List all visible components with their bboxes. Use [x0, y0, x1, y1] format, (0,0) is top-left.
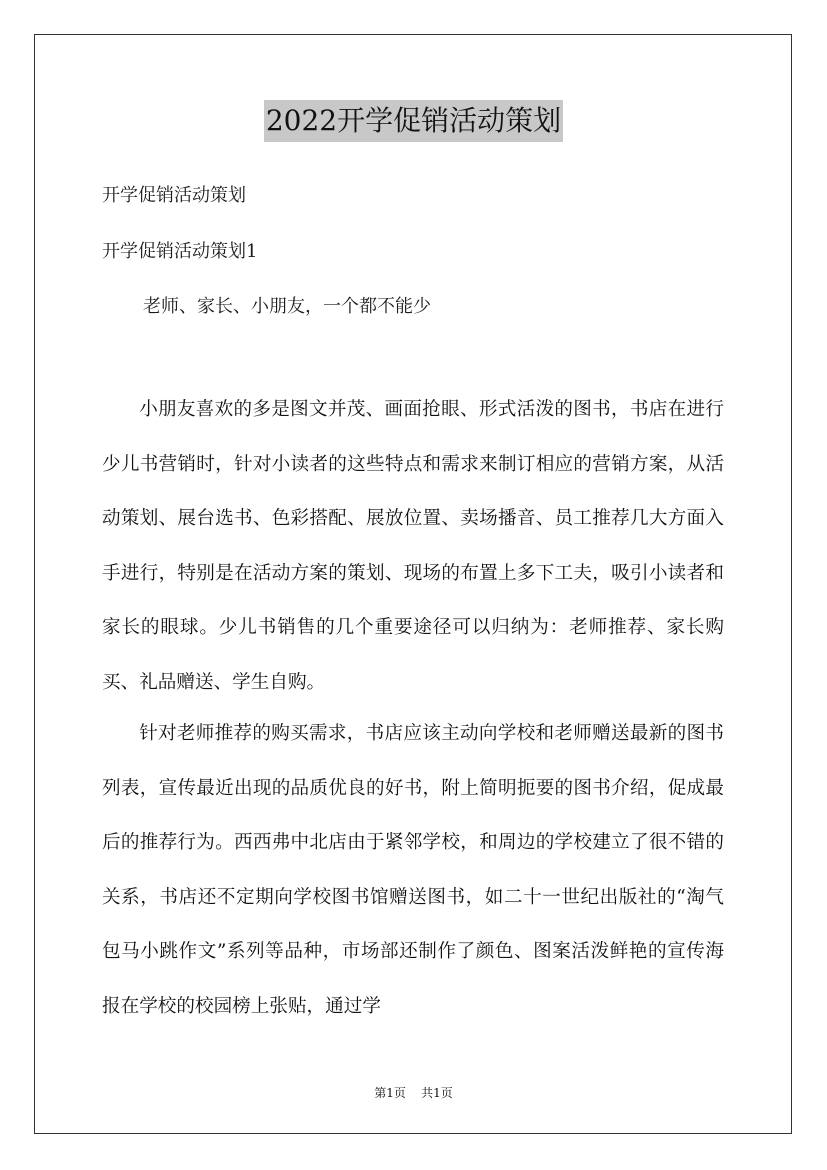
section-heading: 开学促销活动策划1	[102, 241, 258, 262]
paragraph: 针对老师推荐的购买需求，书店应该主动向学校和老师赠送最新的图书列表，宣传最近出现的品质优良的好书，附上简明扼要的图书介绍，促成最后的推荐行为。西西弗中北店由于紧邻学校，和周边的学校建立了很不错的关系，书店还不定期向学校图书馆赠送图书，如二十一世纪出版社的“淘气包马小跳作文”系列等品种，市场部还制作了颜色、图案活泼鲜艳的宣传海报在学校的校园榜上张贴，通过学	[102, 723, 724, 1017]
page-footer	[0, 1084, 827, 1101]
document-subtitle: 开学促销活动策划	[102, 185, 246, 206]
document-title: 2022开学促销活动策划	[264, 100, 563, 142]
tagline: 老师、家长、小朋友，一个都不能少	[143, 296, 431, 317]
title-container	[0, 100, 827, 142]
page-number: 第1页	[374, 1086, 406, 1100]
paragraph: 小朋友喜欢的多是图文并茂、画面抢眼、形式活泼的图书，书店在进行少儿书营销时，针对小读者的这些特点和需求来制订相应的营销方案，从活动策划、展台选书、色彩搭配、展放位置、卖场播音、员工推荐几大方面入手进行，特别是在活动方案的策划、现场的布置上多下工夫，吸引小读者和家长的眼球。少儿书销售的几个重要途径可以归纳为：老师推荐、家长购买、礼品赠送、学生自购。	[102, 399, 724, 693]
page-total: 共1页	[421, 1086, 453, 1100]
